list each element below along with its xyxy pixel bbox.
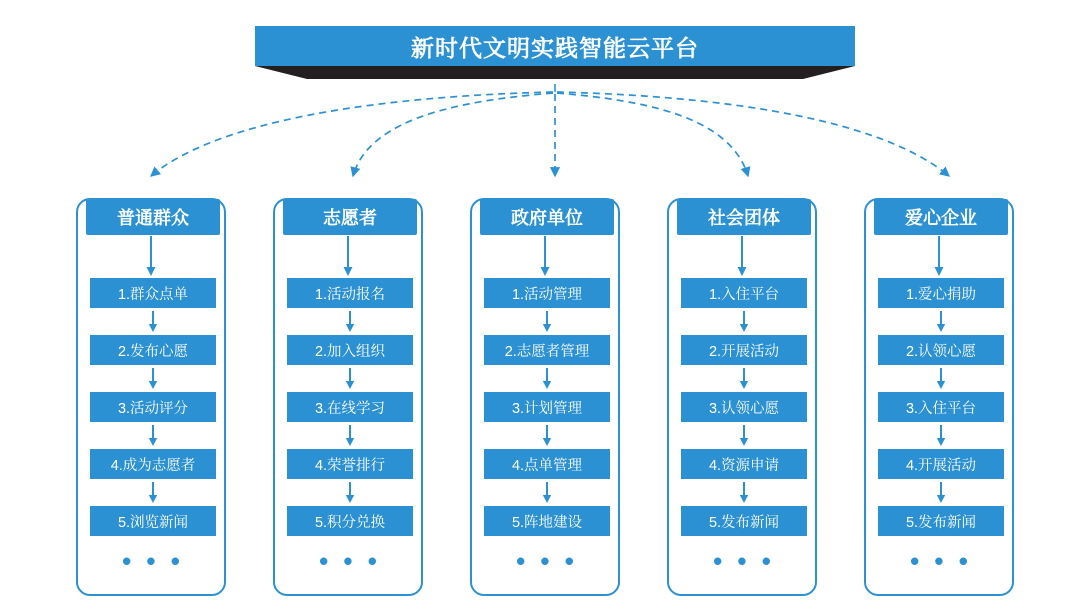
- down-arrow-icon: [90, 365, 216, 392]
- list-item[interactable]: 1.活动报名: [287, 278, 413, 308]
- down-arrow-icon: [90, 308, 216, 335]
- down-arrow-icon: [681, 422, 807, 449]
- more-items-ellipsis: • • •: [319, 546, 381, 576]
- head-connector-arrow: [538, 236, 552, 278]
- list-item[interactable]: 4.成为志愿者: [90, 449, 216, 479]
- list-item[interactable]: 5.积分兑换: [287, 506, 413, 536]
- column-header-enterprise[interactable]: [874, 199, 1008, 235]
- item-list: [287, 278, 413, 536]
- more-items-ellipsis: • • •: [516, 546, 578, 576]
- more-items-ellipsis: • • •: [713, 546, 775, 576]
- column-header-label: 爱心企业: [905, 208, 977, 228]
- list-item[interactable]: 2.开展活动: [681, 335, 807, 365]
- list-item[interactable]: 2.发布心愿: [90, 335, 216, 365]
- list-item[interactable]: 2.加入组织: [287, 335, 413, 365]
- down-arrow-icon: [878, 422, 1004, 449]
- head-connector-arrow: [932, 236, 946, 278]
- list-item[interactable]: 1.活动管理: [484, 278, 610, 308]
- down-arrow-icon: [878, 365, 1004, 392]
- list-item[interactable]: 3.活动评分: [90, 392, 216, 422]
- column-enterprise: [864, 198, 1014, 596]
- down-arrow-icon: [287, 422, 413, 449]
- list-item[interactable]: 2.志愿者管理: [484, 335, 610, 365]
- down-arrow-icon: [878, 308, 1004, 335]
- column-header-label: 志愿者: [323, 208, 377, 228]
- down-arrow-icon: [681, 308, 807, 335]
- list-item[interactable]: 4.荣誉排行: [287, 449, 413, 479]
- list-item[interactable]: 2.认领心愿: [878, 335, 1004, 365]
- down-arrow-icon: [287, 479, 413, 506]
- column-header-social-group[interactable]: [677, 199, 811, 235]
- list-item[interactable]: 3.入住平台: [878, 392, 1004, 422]
- platform-title-banner: [255, 26, 855, 66]
- down-arrow-icon: [484, 308, 610, 335]
- list-item[interactable]: 5.发布新闻: [681, 506, 807, 536]
- column-social-group: [667, 198, 817, 596]
- down-arrow-icon: [681, 365, 807, 392]
- item-list: [90, 278, 216, 536]
- down-arrow-icon: [878, 479, 1004, 506]
- column-header-public[interactable]: [86, 199, 220, 235]
- head-connector-arrow: [144, 236, 158, 278]
- column-header-label: 社会团体: [708, 208, 780, 228]
- list-item[interactable]: 3.在线学习: [287, 392, 413, 422]
- down-arrow-icon: [681, 479, 807, 506]
- column-volunteer: [273, 198, 423, 596]
- banner-ribbon-shadow: [255, 66, 855, 80]
- down-arrow-icon: [484, 422, 610, 449]
- head-connector-arrow: [735, 236, 749, 278]
- page-title: 新时代文明实践智能云平台: [411, 34, 699, 61]
- more-items-ellipsis: • • •: [910, 546, 972, 576]
- list-item[interactable]: 4.资源申请: [681, 449, 807, 479]
- list-item[interactable]: 1.群众点单: [90, 278, 216, 308]
- item-list: [681, 278, 807, 536]
- list-item[interactable]: 1.爱心捐助: [878, 278, 1004, 308]
- head-connector-arrow: [341, 236, 355, 278]
- list-item[interactable]: 4.点单管理: [484, 449, 610, 479]
- list-item[interactable]: 3.认领心愿: [681, 392, 807, 422]
- down-arrow-icon: [287, 365, 413, 392]
- down-arrow-icon: [90, 422, 216, 449]
- list-item[interactable]: 4.开展活动: [878, 449, 1004, 479]
- item-list: [484, 278, 610, 536]
- list-item[interactable]: 1.入住平台: [681, 278, 807, 308]
- down-arrow-icon: [287, 308, 413, 335]
- column-government: [470, 198, 620, 596]
- column-public: [76, 198, 226, 596]
- down-arrow-icon: [484, 365, 610, 392]
- column-header-label: 普通群众: [117, 208, 189, 228]
- column-header-volunteer[interactable]: [283, 199, 417, 235]
- down-arrow-icon: [90, 479, 216, 506]
- list-item[interactable]: 5.浏览新闻: [90, 506, 216, 536]
- list-item[interactable]: 3.计划管理: [484, 392, 610, 422]
- list-item[interactable]: 5.阵地建设: [484, 506, 610, 536]
- item-list: [878, 278, 1004, 536]
- column-header-label: 政府单位: [511, 208, 583, 228]
- down-arrow-icon: [484, 479, 610, 506]
- column-header-government[interactable]: [480, 199, 614, 235]
- more-items-ellipsis: • • •: [122, 546, 184, 576]
- list-item[interactable]: 5.发布新闻: [878, 506, 1004, 536]
